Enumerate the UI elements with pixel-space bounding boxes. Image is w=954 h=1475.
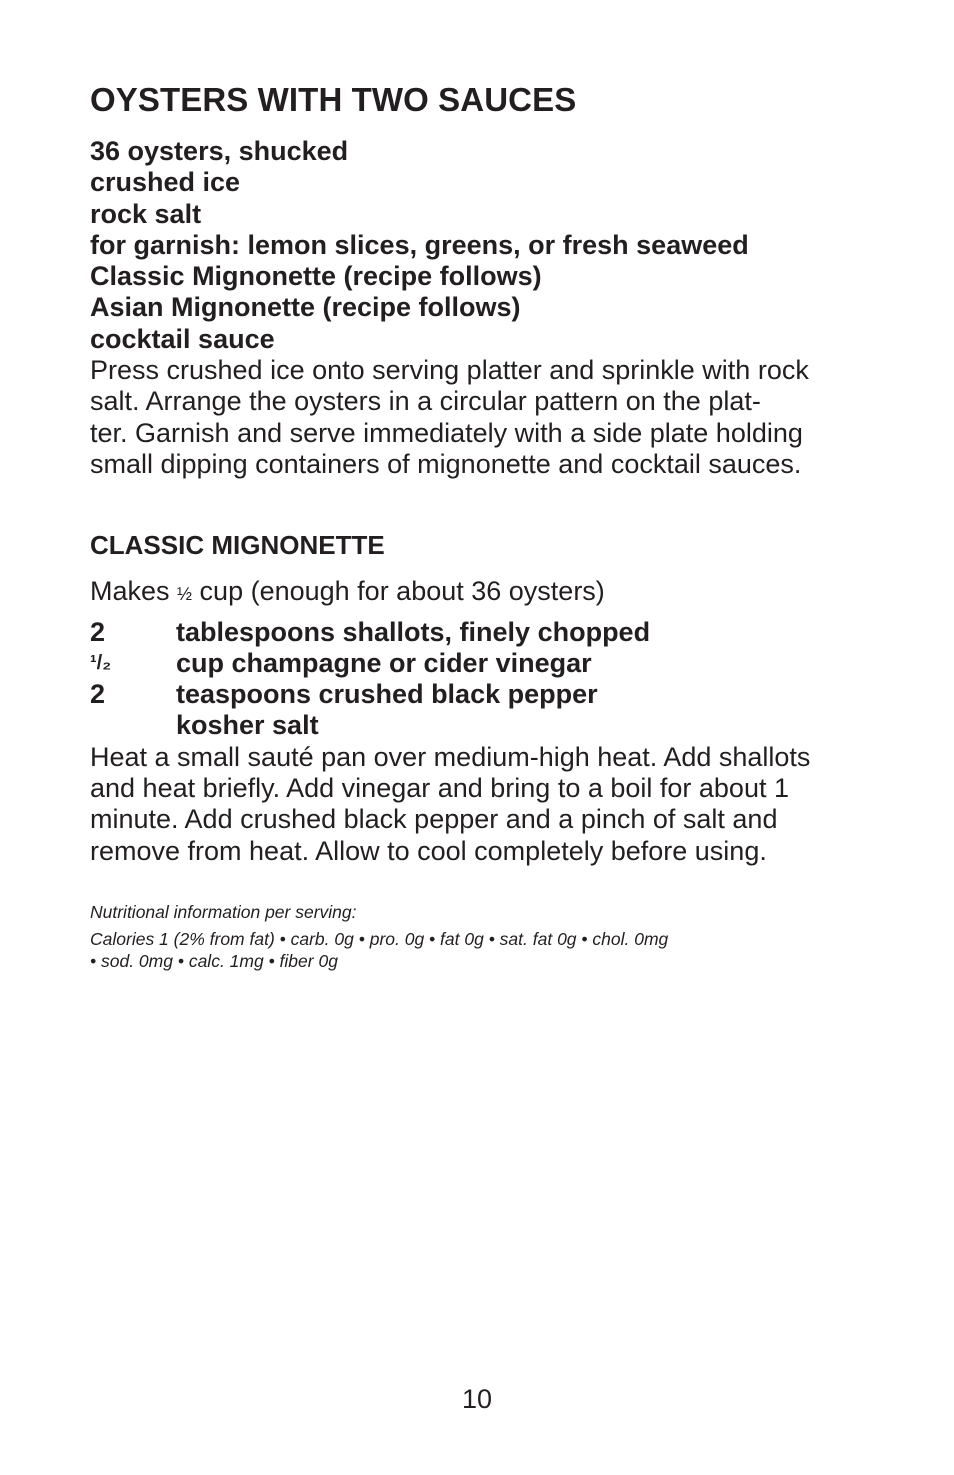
ingredient-quantity: ¹/₂ <box>90 651 112 674</box>
ingredient-item: cocktail sauce <box>90 323 275 354</box>
directions-line: salt. Arrange the oysters in a circular pattern on the plat- <box>90 386 761 417</box>
ingredient-item: crushed ice <box>90 167 241 198</box>
directions-line: Heat a small sauté pan over medium-high heat. Add shallots <box>90 741 811 772</box>
page-number: 10 <box>461 1384 493 1414</box>
nutrition-line: • sod. 0mg • calc. 1mg • fiber 0g <box>90 950 338 971</box>
directions-line: Press crushed ice onto serving platter and sprinkle with rock <box>90 355 809 386</box>
directions-line: minute. Add crushed black pepper and a pinch of salt and <box>90 804 778 835</box>
oyster-ingredient-list <box>90 136 880 355</box>
mignonette-ingredient-list <box>90 617 880 742</box>
mignonette-yield <box>90 576 880 610</box>
ingredient-text: kosher salt <box>176 710 319 741</box>
ingredient-item: for garnish: lemon slices, greens, or fresh seaweed <box>90 229 749 260</box>
ingredient-row <box>90 710 880 741</box>
directions-line: and heat briefly. Add vinegar and bring to a boil for about 1 <box>90 773 789 804</box>
ingredient-quantity: 2 <box>90 679 106 710</box>
ingredient-item: Asian Mignonette (recipe follows) <box>90 292 521 323</box>
ingredient-quantity: 2 <box>90 616 106 647</box>
recipe-page <box>90 78 880 972</box>
ingredient-row <box>90 679 880 710</box>
yield-fraction: ½ <box>177 584 193 605</box>
recipe-title: OYSTERS WITH TWO SAUCES <box>90 81 577 118</box>
nutrition-info <box>90 901 880 972</box>
ingredient-quantity <box>90 710 176 741</box>
oyster-directions <box>90 355 880 480</box>
ingredient-item: Classic Mignonette (recipe follows) <box>90 261 542 292</box>
ingredient-text: cup champagne or cider vinegar <box>176 647 592 678</box>
directions-line: remove from heat. Allow to cool completely before using. <box>90 835 767 866</box>
ingredient-row <box>90 617 880 648</box>
ingredient-row <box>90 648 880 679</box>
yield-suffix: cup (enough for about 36 oysters) <box>192 576 605 607</box>
yield-prefix: Makes <box>90 576 178 607</box>
mignonette-directions <box>90 742 880 867</box>
ingredient-text: teaspoons crushed black pepper <box>176 679 598 710</box>
nutrition-label: Nutritional information per serving: <box>90 901 357 922</box>
ingredient-item: 36 oysters, shucked <box>90 136 349 166</box>
directions-line: small dipping containers of mignonette and cocktail sauces. <box>90 448 802 479</box>
nutrition-line: Calories 1 (2% from fat) • carb. 0g • pro. 0g • fat 0g • sat. fat 0g • chol. 0mg <box>90 928 669 949</box>
ingredient-text: tablespoons shallots, finely chopped <box>176 616 651 647</box>
directions-line: ter. Garnish and serve immediately with a side plate holding <box>90 417 803 448</box>
ingredient-item: rock salt <box>90 198 202 229</box>
mignonette-title: CLASSIC MIGNONETTE <box>90 530 385 561</box>
